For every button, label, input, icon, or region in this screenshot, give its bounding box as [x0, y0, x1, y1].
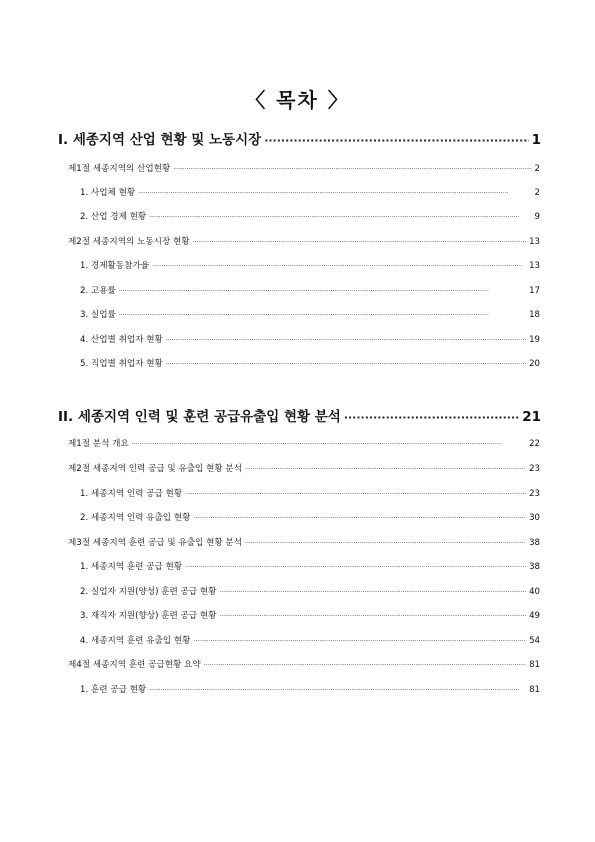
toc-page-number: 18: [529, 310, 540, 320]
toc-item[interactable]: [80, 210, 540, 222]
toc-page-number: 2: [534, 188, 540, 198]
dot-leader: [138, 190, 531, 197]
toc-entry-label: II. 세종지역 인력 및 훈련 공급유출입 현황 분석: [58, 409, 341, 425]
toc-page-number: 40: [529, 587, 540, 597]
toc-item[interactable]: [80, 333, 540, 345]
toc-entry-label: 제1절 세종지역의 산업현황: [68, 164, 171, 174]
toc-chapter-1[interactable]: [58, 128, 541, 148]
toc-page-number: 2: [534, 164, 540, 174]
toc-item[interactable]: [80, 259, 540, 271]
toc-page-number: 22: [529, 439, 540, 449]
toc-entry-label: 3. 실업률: [80, 310, 116, 320]
toc-page-number: 81: [529, 660, 540, 670]
toc-page-number: 38: [529, 562, 540, 572]
toc-entry-label: I. 세종지역 산업 현황 및 노동시장: [58, 132, 262, 148]
toc-item[interactable]: [80, 308, 540, 320]
dot-leader: [264, 134, 528, 147]
toc-page-number: 17: [529, 286, 540, 296]
dot-leader: [173, 166, 531, 173]
dot-leader: [132, 441, 526, 448]
toc-page-number: 23: [529, 489, 540, 499]
toc-section[interactable]: [68, 162, 540, 174]
dot-leader: [119, 312, 526, 319]
toc-entry-label: 2. 실업자 지원(양성) 훈련 공급 현황: [80, 587, 217, 597]
toc-entry-label: 4. 산업별 취업자 현황: [80, 335, 163, 345]
toc-entry-label: 3. 재직자 지원(향상) 훈련 공급 현황: [80, 611, 217, 621]
toc-page-number: 13: [529, 261, 540, 271]
dot-leader: [166, 337, 526, 344]
toc-item[interactable]: [80, 560, 540, 572]
toc-page-number: 30: [529, 513, 540, 523]
toc-item[interactable]: [80, 683, 540, 695]
toc-page-number: 9: [534, 212, 540, 222]
toc-entry-label: 1. 훈련 공급 현황: [80, 685, 147, 695]
toc-item[interactable]: [80, 585, 540, 597]
toc-item[interactable]: [80, 487, 540, 499]
toc-page-number: 81: [529, 685, 540, 695]
toc-item[interactable]: [80, 634, 540, 646]
toc-page-number: 19: [529, 335, 540, 345]
toc-page-number: 23: [529, 464, 540, 474]
toc-entry-label: 제3절 세종지역 훈련 공급 및 유출입 현황 분석: [68, 538, 243, 548]
toc-section[interactable]: [68, 437, 540, 449]
toc-entry-label: 4. 세종지역 훈련 유출입 현황: [80, 636, 191, 646]
dot-leader: [219, 613, 526, 620]
toc-item[interactable]: [80, 186, 540, 198]
toc-item[interactable]: [80, 357, 540, 369]
toc-section[interactable]: [68, 658, 540, 670]
toc-entry-label: 제4절 세종지역 훈련 공급현황 요약: [68, 660, 201, 670]
dot-leader: [149, 214, 531, 221]
toc-entry-label: 2. 고용률: [80, 286, 116, 296]
toc-page-number: 38: [529, 538, 540, 548]
toc-page-number: 54: [529, 636, 540, 646]
dot-leader: [344, 411, 519, 424]
toc-entry-label: 2. 세종지역 인력 유출입 현황: [80, 513, 191, 523]
toc-entry-label: 제2절 세종지역의 노동시장 현황: [68, 237, 190, 247]
toc-page-number: 13: [529, 237, 540, 247]
toc-entry-label: 1. 세종지역 인력 공급 현황: [80, 489, 183, 499]
toc-entry-label: 제1절 분석 개요: [68, 439, 129, 449]
dot-leader: [193, 638, 526, 645]
toc-chapter-2[interactable]: [58, 405, 541, 425]
dot-leader: [219, 589, 526, 596]
toc-entry-label: 1. 경제활동참가율: [80, 261, 150, 271]
dot-leader: [152, 263, 526, 270]
toc-item[interactable]: [80, 511, 540, 523]
dot-leader: [185, 491, 526, 498]
toc-section[interactable]: [68, 235, 540, 247]
toc-entry-label: 제2절 세종지역 인력 공급 및 유출입 현황 분석: [68, 464, 243, 474]
dot-leader: [245, 540, 526, 547]
toc-entry-label: 5. 직업별 취업자 현황: [80, 359, 163, 369]
dot-leader: [149, 687, 526, 694]
toc-entry-label: 2. 산업 경제 현황: [80, 212, 147, 222]
toc-entry-label: 1. 사업체 현황: [80, 188, 136, 198]
toc-page-number: 49: [529, 611, 540, 621]
dot-leader: [204, 662, 526, 669]
dot-leader: [193, 239, 526, 246]
toc-page-number: 20: [529, 359, 540, 369]
toc-title: 〈 목차 〉: [245, 88, 350, 112]
toc-section[interactable]: [68, 536, 540, 548]
dot-leader: [245, 466, 526, 473]
dot-leader: [119, 288, 526, 295]
toc-section[interactable]: [68, 462, 540, 474]
toc-page-number: 21: [522, 409, 541, 425]
dot-leader: [166, 361, 526, 368]
dot-leader: [193, 515, 526, 522]
toc-item[interactable]: [80, 284, 540, 296]
dot-leader: [185, 564, 526, 571]
toc-item[interactable]: [80, 609, 540, 621]
toc-page-number: 1: [531, 132, 541, 148]
toc-entry-label: 1. 세종지역 훈련 공급 현황: [80, 562, 183, 572]
